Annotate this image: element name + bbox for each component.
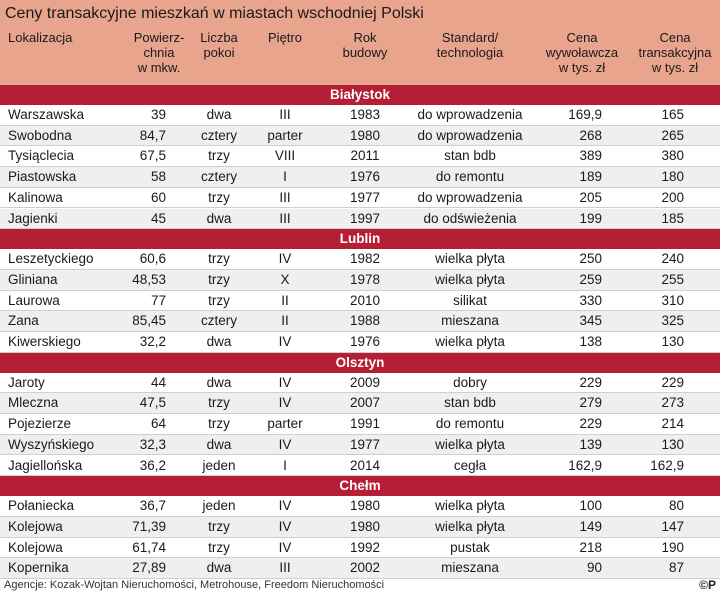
cell-location: Kopernika (8, 560, 69, 576)
table-header (0, 0, 720, 85)
cell-standard: stan bdb (444, 148, 496, 164)
cell-rooms: dwa (206, 334, 232, 349)
cell-transaction-price: 130 (661, 334, 684, 349)
cell-year: 1977 (349, 189, 381, 205)
cell-asking-price: 345 (579, 313, 602, 329)
header-asking-price: Cena wywoławcza w tys. zł (545, 30, 619, 75)
cell-rooms: jeden (202, 498, 236, 514)
cell-year: 1980 (349, 518, 381, 534)
table-row (0, 249, 720, 270)
cell-asking-price: 162,9 (568, 457, 602, 473)
cell-floor: parter (267, 416, 303, 432)
cell-year: 2014 (349, 457, 381, 473)
cell-floor: IV (278, 374, 292, 390)
header-area: Powierz- chnia w mkw. (133, 30, 185, 75)
cell-area: 84,7 (139, 127, 166, 143)
cell-transaction-price: 240 (661, 251, 684, 267)
cell-asking-price: 100 (579, 498, 602, 514)
cell-rooms: cztery (200, 169, 237, 185)
cell-standard: wielka płyta (435, 334, 505, 349)
cell-year: 2011 (350, 148, 380, 164)
table-row (0, 291, 720, 312)
table-row (0, 188, 720, 209)
cell-rooms: trzy (208, 416, 230, 432)
cell-rooms: trzy (208, 518, 230, 534)
cell-location: Zana (8, 313, 39, 329)
cell-year: 1983 (349, 107, 381, 122)
table-row (0, 146, 720, 167)
section-header: Chełm (0, 476, 720, 496)
cell-floor: VIII (274, 148, 296, 164)
cell-standard: dobry (453, 374, 487, 390)
cell-area: 36,7 (139, 498, 166, 514)
cell-transaction-price: 185 (661, 210, 684, 226)
cell-standard: silikat (453, 292, 487, 308)
cell-standard: mieszana (441, 560, 499, 576)
cell-location: Leszetyckiego (8, 251, 94, 267)
cell-asking-price: 229 (579, 416, 602, 432)
cell-area: 58 (150, 169, 166, 185)
header-floor: Piętro (268, 30, 302, 45)
cell-transaction-price: 190 (661, 539, 684, 555)
cell-year: 1991 (349, 416, 381, 432)
cell-floor: parter (267, 127, 303, 143)
table-row (0, 558, 720, 579)
cell-area: 60,6 (139, 251, 166, 267)
cell-year: 1976 (349, 169, 381, 185)
cell-year: 2009 (349, 374, 381, 390)
cell-floor: X (280, 271, 290, 287)
cell-transaction-price: 325 (661, 313, 684, 329)
table-row (0, 456, 720, 477)
cell-floor: III (279, 189, 291, 205)
cell-transaction-price: 214 (661, 416, 684, 432)
cell-rooms: dwa (206, 560, 232, 576)
table-row (0, 393, 720, 414)
cell-year: 1976 (349, 334, 381, 349)
cell-floor: I (283, 169, 287, 185)
section-header: Olsztyn (0, 353, 720, 373)
cell-standard: wielka płyta (435, 251, 505, 267)
cell-location: Jagienki (8, 210, 58, 226)
agency-logo: ©P (699, 578, 716, 592)
cell-standard: wielka płyta (435, 271, 505, 287)
cell-year: 1980 (349, 127, 381, 143)
cell-location: Mleczna (8, 395, 59, 411)
cell-location: Kolejowa (8, 518, 63, 534)
cell-asking-price: 250 (579, 251, 602, 267)
cell-year: 1977 (349, 436, 381, 452)
cell-standard: wielka płyta (435, 436, 505, 452)
cell-rooms: cztery (200, 313, 237, 329)
table-row (0, 373, 720, 394)
cell-asking-price: 389 (579, 148, 602, 164)
cell-asking-price: 149 (579, 518, 602, 534)
cell-asking-price: 138 (579, 334, 602, 349)
cell-floor: III (279, 107, 291, 122)
cell-standard: stan bdb (444, 395, 496, 411)
cell-area: 71,39 (132, 518, 166, 534)
cell-floor: IV (278, 539, 292, 555)
cell-year: 2010 (349, 292, 381, 308)
cell-standard: cegła (453, 457, 487, 473)
cell-location: Swobodna (8, 127, 72, 143)
source-note: Agencje: Kozak-Wojtan Nieruchomości, Metrohouse, Freedom Nieruchomości (4, 579, 385, 591)
cell-standard: pustak (450, 539, 490, 555)
cell-transaction-price: 310 (661, 292, 684, 308)
cell-asking-price: 139 (579, 436, 602, 452)
table-row (0, 311, 720, 332)
cell-area: 48,53 (132, 271, 166, 287)
cell-asking-price: 189 (579, 169, 602, 185)
cell-area: 27,89 (132, 560, 166, 576)
cell-location: Kolejowa (8, 539, 63, 555)
cell-location: Tysiąclecia (8, 148, 75, 164)
cell-floor: IV (278, 251, 292, 267)
cell-year: 1982 (349, 251, 381, 267)
cell-transaction-price: 180 (661, 169, 684, 185)
cell-year: 1988 (349, 313, 381, 329)
cell-transaction-price: 229 (661, 374, 684, 390)
cell-asking-price: 259 (579, 271, 602, 287)
cell-location: Kalinowa (8, 189, 63, 205)
cell-location: Piastowska (8, 169, 77, 185)
cell-transaction-price: 80 (668, 498, 684, 514)
cell-year: 1997 (349, 210, 381, 226)
cell-year: 2002 (349, 560, 381, 576)
table-row (0, 517, 720, 538)
cell-floor: III (279, 560, 291, 576)
cell-transaction-price: 147 (661, 518, 684, 534)
header-transaction-price: Cena transakcyjna w tys. zł (638, 30, 712, 75)
cell-asking-price: 218 (579, 539, 602, 555)
table-row (0, 270, 720, 291)
cell-year: 1978 (349, 271, 381, 287)
cell-rooms: trzy (208, 271, 230, 287)
table-row (0, 496, 720, 517)
cell-area: 39 (150, 107, 166, 122)
cell-rooms: dwa (206, 436, 232, 452)
cell-area: 61,74 (132, 539, 166, 555)
cell-rooms: trzy (208, 148, 230, 164)
cell-area: 32,2 (139, 334, 166, 349)
header-rooms: Liczba pokoi (200, 30, 238, 60)
cell-rooms: trzy (208, 395, 230, 411)
cell-asking-price: 279 (579, 395, 602, 411)
cell-area: 44 (150, 374, 166, 390)
cell-location: Pojezierze (8, 416, 72, 432)
cell-floor: II (281, 292, 289, 308)
cell-asking-price: 90 (586, 560, 602, 576)
cell-transaction-price: 265 (661, 127, 684, 143)
cell-standard: do wprowadzenia (417, 107, 523, 122)
table-row (0, 105, 720, 126)
table-row (0, 332, 720, 353)
cell-standard: wielka płyta (435, 498, 505, 514)
cell-area: 36,2 (139, 457, 166, 473)
cell-area: 47,5 (139, 395, 166, 411)
cell-standard: wielka płyta (435, 518, 505, 534)
cell-location: Gliniana (8, 271, 58, 287)
cell-transaction-price: 200 (661, 189, 684, 205)
table-row (0, 538, 720, 559)
cell-asking-price: 229 (579, 374, 602, 390)
cell-rooms: dwa (206, 210, 232, 226)
cell-rooms: trzy (208, 189, 230, 205)
cell-area: 77 (150, 292, 166, 308)
cell-transaction-price: 162,9 (650, 457, 684, 473)
cell-asking-price: 199 (579, 210, 602, 226)
section-header: Białystok (0, 85, 720, 105)
cell-rooms: dwa (206, 107, 232, 122)
table-row (0, 126, 720, 147)
cell-rooms: trzy (208, 251, 230, 267)
cell-location: Warszawska (8, 107, 85, 122)
table-row (0, 435, 720, 456)
cell-transaction-price: 87 (668, 560, 684, 576)
cell-floor: IV (278, 518, 292, 534)
cell-location: Wyszyńskiego (8, 436, 95, 452)
header-year: Rok budowy (342, 30, 388, 60)
cell-area: 45 (150, 210, 166, 226)
cell-location: Laurowa (8, 292, 60, 308)
cell-area: 85,45 (132, 313, 166, 329)
cell-rooms: cztery (200, 127, 237, 143)
cell-floor: III (279, 210, 291, 226)
cell-transaction-price: 130 (661, 436, 684, 452)
cell-area: 64 (150, 416, 166, 432)
cell-transaction-price: 255 (661, 271, 684, 287)
cell-standard: do wprowadzenia (417, 127, 523, 143)
cell-year: 1980 (349, 498, 381, 514)
cell-floor: IV (278, 498, 292, 514)
cell-area: 60 (150, 189, 166, 205)
cell-transaction-price: 165 (661, 107, 684, 122)
cell-asking-price: 169,9 (568, 107, 602, 122)
cell-floor: IV (278, 395, 292, 411)
cell-transaction-price: 273 (661, 395, 684, 411)
cell-area: 32,3 (139, 436, 166, 452)
chart-title: Ceny transakcyjne mieszkań w miastach wschodniej Polski (5, 5, 424, 22)
cell-transaction-price: 380 (661, 148, 684, 164)
cell-location: Jagiellońska (8, 457, 83, 473)
cell-asking-price: 205 (579, 189, 602, 205)
cell-location: Połaniecka (8, 498, 75, 514)
table-row (0, 414, 720, 435)
cell-floor: IV (278, 334, 292, 349)
cell-location: Jaroty (8, 374, 45, 390)
cell-location: Kiwerskiego (8, 334, 81, 349)
cell-asking-price: 268 (579, 127, 602, 143)
header-location: Lokalizacja (8, 30, 73, 45)
table-row (0, 209, 720, 230)
cell-floor: II (281, 313, 289, 329)
cell-standard: do remontu (435, 416, 505, 432)
header-standard: Standard/ technologia (436, 30, 504, 60)
cell-rooms: jeden (202, 457, 236, 473)
cell-floor: IV (278, 436, 292, 452)
section-header: Lublin (0, 229, 720, 249)
cell-asking-price: 330 (579, 292, 602, 308)
cell-year: 1992 (349, 539, 381, 555)
cell-floor: I (283, 457, 287, 473)
cell-standard: do odświeżenia (423, 210, 517, 226)
cell-rooms: dwa (206, 374, 232, 390)
cell-standard: mieszana (441, 313, 499, 329)
cell-rooms: trzy (208, 539, 230, 555)
cell-area: 67,5 (139, 148, 166, 164)
cell-year: 2007 (349, 395, 381, 411)
cell-standard: do remontu (435, 169, 505, 185)
cell-standard: do wprowadzenia (417, 189, 523, 205)
cell-rooms: trzy (208, 292, 230, 308)
table-row (0, 167, 720, 188)
